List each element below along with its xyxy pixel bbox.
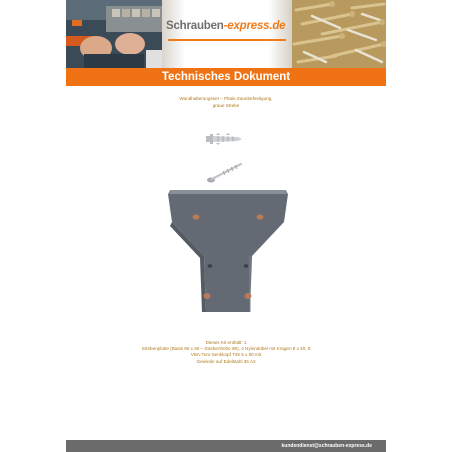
tools-photo [66,0,162,68]
logo-brand: Schrauben [166,20,224,32]
kit-contents [66,340,386,365]
subtitle-line-1: Wandhalterungsset – Platin-Zaunbefestigung, [179,96,273,101]
logo-suffix: -express.de [223,20,286,32]
document-title-bar [66,68,386,86]
kit-line-4: Gewinde auf Edelstahl 36 A2 [196,358,256,364]
torx-screw-image [207,160,245,184]
logo [162,0,292,68]
subtitle-line-2: graue Strebe [212,102,240,108]
document-page [66,0,386,452]
product-subtitle [66,96,386,109]
wall-anchor-image [204,131,244,147]
document-title: Technisches Dokument [161,71,291,83]
kit-line-3: VBA-Torx-Senkkopf T25 5 x 60 mit [190,352,262,358]
kit-line-1: Dieses Kit enthält: 1 [205,340,247,345]
footer-bar [66,440,386,452]
footer-email: kundendienst@schrauben-express.de [281,443,372,449]
logo-underline [168,39,286,41]
header-banner [66,0,386,68]
strut-plate-image [166,188,290,316]
kit-line-2: Strebenplatte (Basis 60 x 60 – Strebenhöhe 99), 4 Nylondübel mit Kragen 8 x 40, 8 [141,346,311,352]
screws-photo [292,0,386,68]
